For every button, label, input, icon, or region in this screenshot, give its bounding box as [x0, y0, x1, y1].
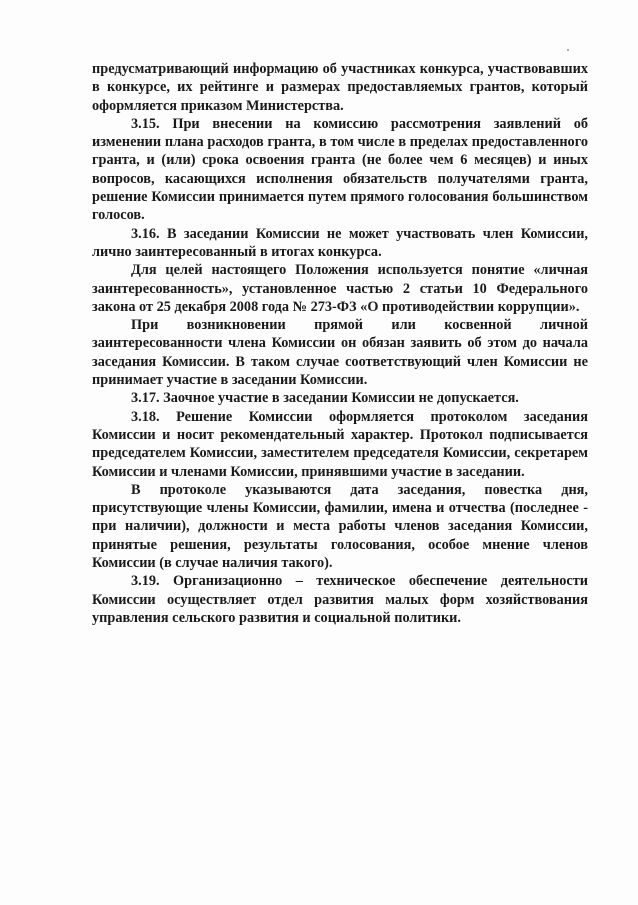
paragraph-3-17: 3.17. Заочное участие в заседании Комиссии не допускается.: [131, 390, 519, 407]
paragraph-protocol-contents: В протоколе указываются дата заседания, повестка дня, присутствующие члены Комиссии, фамилии, имена и отчества (последнее - при наличии), должности и места работы членов заседания Комиссии, принятые решения, результаты голосования, особое мнение членов Комиссии (в случае наличия такого).: [92, 481, 588, 572]
document-body: [92, 60, 588, 627]
scan-speck: [567, 49, 569, 51]
paragraph-conflict-of-interest: При возникновении прямой или косвенной личной заинтересованности члена Комиссии он обязан заявить об этом до начала заседания Комиссии. В таком случае соответствующий член Комиссии не принимает участие в заседании Комиссии.: [92, 317, 588, 389]
paragraph-3-18: 3.18. Решение Комиссии оформляется протоколом заседания Комиссии и носит рекомендательный характер. Протокол подписывается председателем Комиссии, заместителем председателя Комиссии, секретарем Комиссии и членами Комиссии, принявшими участие в заседании.: [92, 408, 588, 480]
paragraph-continuation: предусматривающий информацию об участниках конкурса, участвовавших в конкурсе, их рейтинге и размерах предоставляемых грантов, который оформляется приказом Министерства.: [92, 61, 588, 114]
paragraph-3-19: 3.19. Организационно – техническое обеспечение деятельности Комиссии осуществляет отдел развития малых форм хозяйствования управления сельского развития и социальной политики.: [92, 573, 588, 626]
paragraph-personal-interest-definition: Для целей настоящего Положения используется понятие «личная заинтересованность», установленное частью 2 статьи 10 Федерального закона от 25 декабря 2008 года № 273-ФЗ «О противодействии коррупции».: [92, 262, 588, 315]
paragraph-3-15: 3.15. При внесении на комиссию рассмотрения заявлений об изменении плана расходов гранта, в том числе в пределах предоставленного гранта, и (или) срока освоения гранта (не более чем 6 месяцев) и иных вопросов, касающихся исполнения обязательств получателями гранта, решение Комиссии принимается путем прямого голосования большинством голосов.: [92, 115, 588, 224]
paragraph-3-16: 3.16. В заседании Комиссии не может участвовать член Комиссии, лично заинтересованный в итогах конкурса.: [92, 225, 588, 260]
